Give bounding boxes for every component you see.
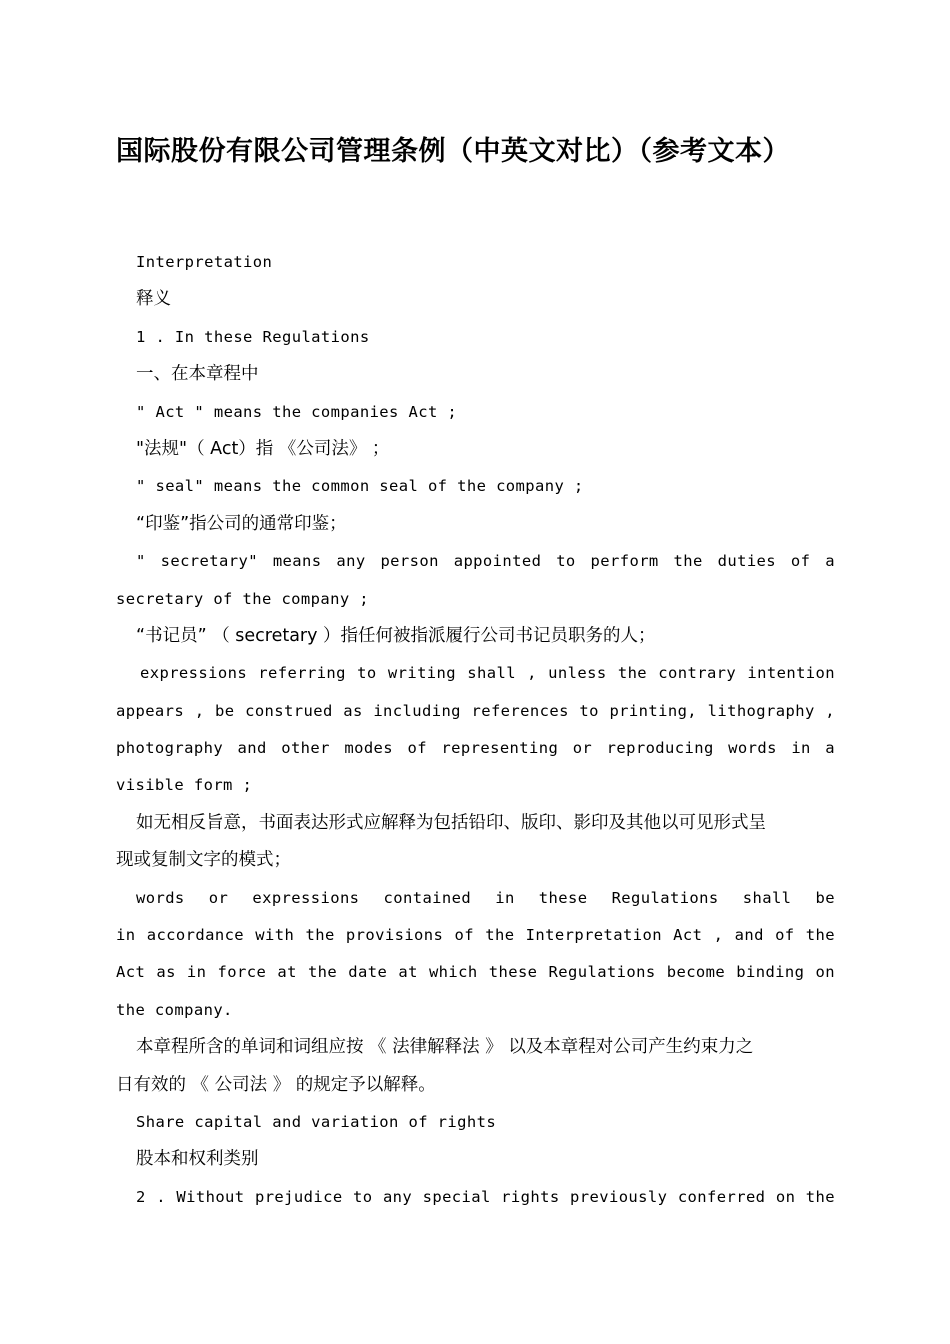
def-writing-zh-line2: 现或复制文字的模式； — [116, 850, 291, 871]
def-words-zh-line1: 本章程所含的单词和词组应按 《 法律解释法 》 以及本章程对公司产生约束力之 — [136, 1037, 754, 1058]
def-secretary-zh: “书记员” （ secretary ）指任何被指派履行公司书记员职务的人； — [136, 625, 656, 646]
clause-1-en: 1 . In these Regulations — [136, 327, 370, 346]
def-writing-zh-line1: 如无相反旨意，书面表达形式应解释为包括铅印、版印、影印及其他以可见形式呈 — [136, 812, 766, 833]
document-title: 国际股份有限公司管理条例（中英文对比）（参考文本） — [116, 136, 790, 167]
def-words-en-line1: words or expressions contained in these Regulations shall be — [136, 888, 835, 907]
def-writing-en-line2: appears , be construed as including references to printing, lithography , — [116, 701, 835, 720]
def-act-zh: "法规"（ Act）指 《公司法》 ； — [136, 438, 390, 459]
def-writing-en-line3: photography and other modes of representing or reproducing words in a — [116, 739, 835, 758]
heading-interpretation-zh: 释义 — [136, 289, 171, 310]
heading-share-capital-zh: 股本和权利类别 — [136, 1149, 259, 1170]
heading-share-capital-en: Share capital and variation of rights — [136, 1112, 497, 1131]
clause-2-en-line1: 2 . Without prejudice to any special rights previously conferred on the — [136, 1187, 835, 1206]
def-words-en-line2: in accordance with the provisions of the Interpretation Act , and of the — [116, 926, 835, 945]
def-writing-en-line1: expressions referring to writing shall , unless the contrary intention — [140, 664, 835, 683]
def-words-en-line4: the company. — [116, 1000, 233, 1019]
def-seal-en: " seal" means the common seal of the company ; — [136, 477, 584, 496]
def-secretary-en-line2: secretary of the company ; — [116, 589, 370, 608]
def-seal-zh: “印鉴”指公司的通常印鉴； — [136, 513, 347, 534]
def-words-zh-line2: 日有效的 《 公司法 》 的规定予以解释。 — [116, 1074, 436, 1095]
def-words-en-line3: Act as in force at the date at which these Regulations become binding on — [116, 963, 835, 982]
clause-1-zh: 一、在本章程中 — [136, 364, 259, 385]
def-secretary-en-line1: " secretary" means any person appointed to perform the duties of a — [136, 552, 835, 571]
def-act-en: " Act " means the companies Act ; — [136, 402, 458, 421]
document-body — [116, 244, 835, 1216]
def-writing-en-line4: visible form ; — [116, 776, 253, 795]
heading-interpretation-en: Interpretation — [136, 253, 273, 271]
